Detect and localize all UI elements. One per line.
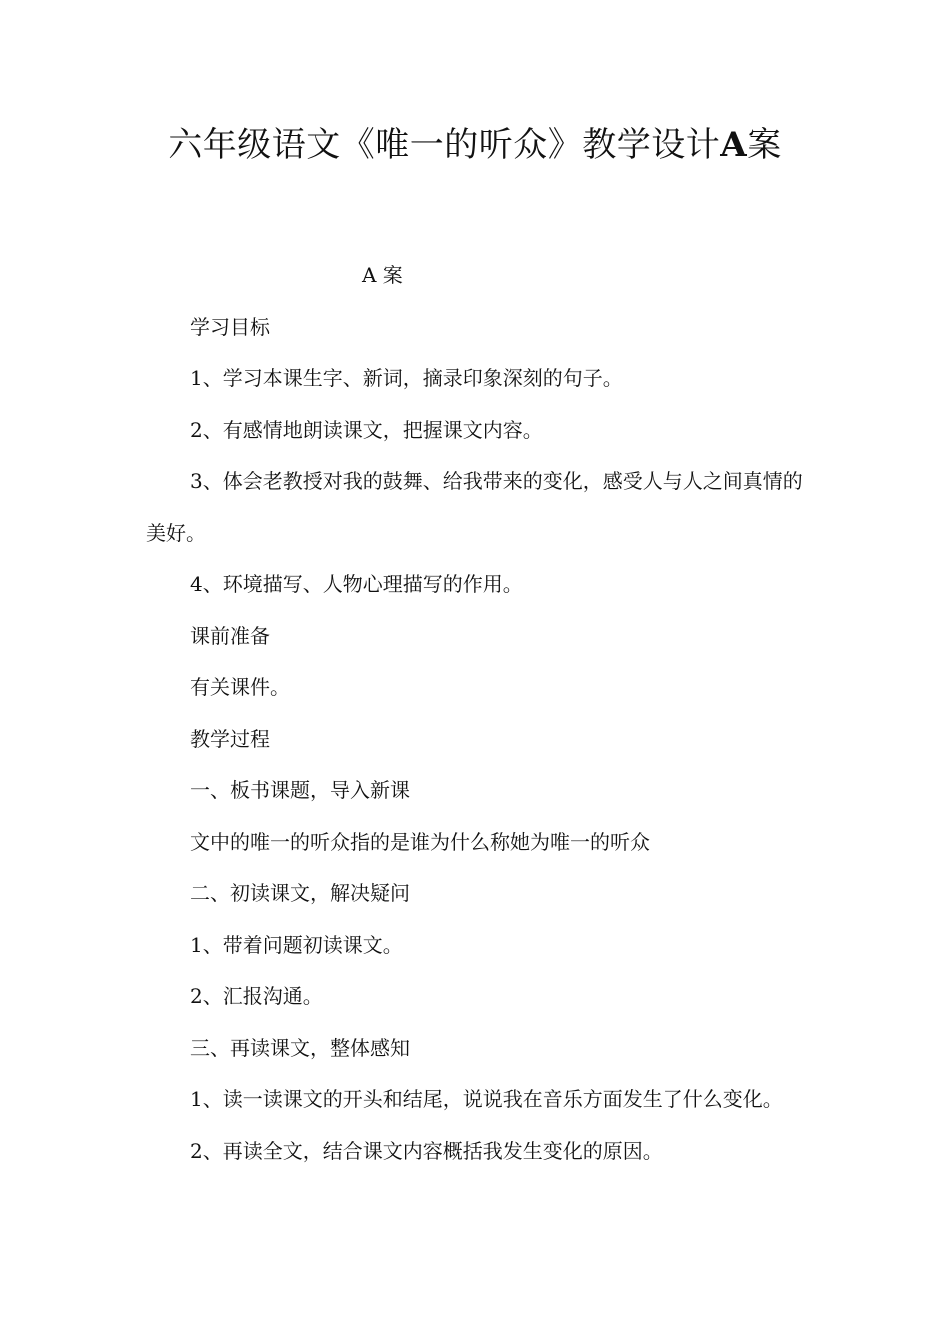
paragraph: 教学过程 [190,726,270,751]
document-title [0,122,950,168]
paragraph: 2、有感情地朗读课文，把握课文内容。 [190,417,543,442]
paragraph: 一、板书课题，导入新课 [190,778,410,802]
paragraph: 2、再读全文，结合课文内容概括我发生变化的原因。 [190,1138,663,1163]
paragraph: 文中的唯一的听众指的是谁为什么称她为唯一的听众 [190,829,650,854]
document-body [146,250,808,1177]
paragraph: 3、体会老教授对我的鼓舞、给我带来的变化，感受人与人之间真情的美好。 [146,469,803,545]
title-main-text: 六年级语文《唯一的听众》教学设计 [168,125,721,165]
title-letter: A [720,125,748,165]
paragraph: 有关课件。 [190,675,290,699]
paragraph: 学习目标 [190,314,270,339]
paragraph: 4、环境描写、人物心理描写的作用。 [190,572,523,596]
paragraph: 二、初读课文，解决疑问 [190,881,410,905]
paragraph: 2、汇报沟通。 [190,984,323,1008]
section-label: A 案 [362,263,403,287]
paragraph: 三、再读课文，整体感知 [190,1035,410,1060]
title-end-text: 案 [747,125,782,165]
paragraph: 1、学习本课生字、新词，摘录印象深刻的句子。 [190,366,623,390]
paragraph: 1、带着问题初读课文。 [190,932,403,957]
paragraph: 1、读一读课文的开头和结尾，说说我在音乐方面发生了什么变化。 [190,1087,783,1111]
paragraph: 课前准备 [190,623,270,648]
